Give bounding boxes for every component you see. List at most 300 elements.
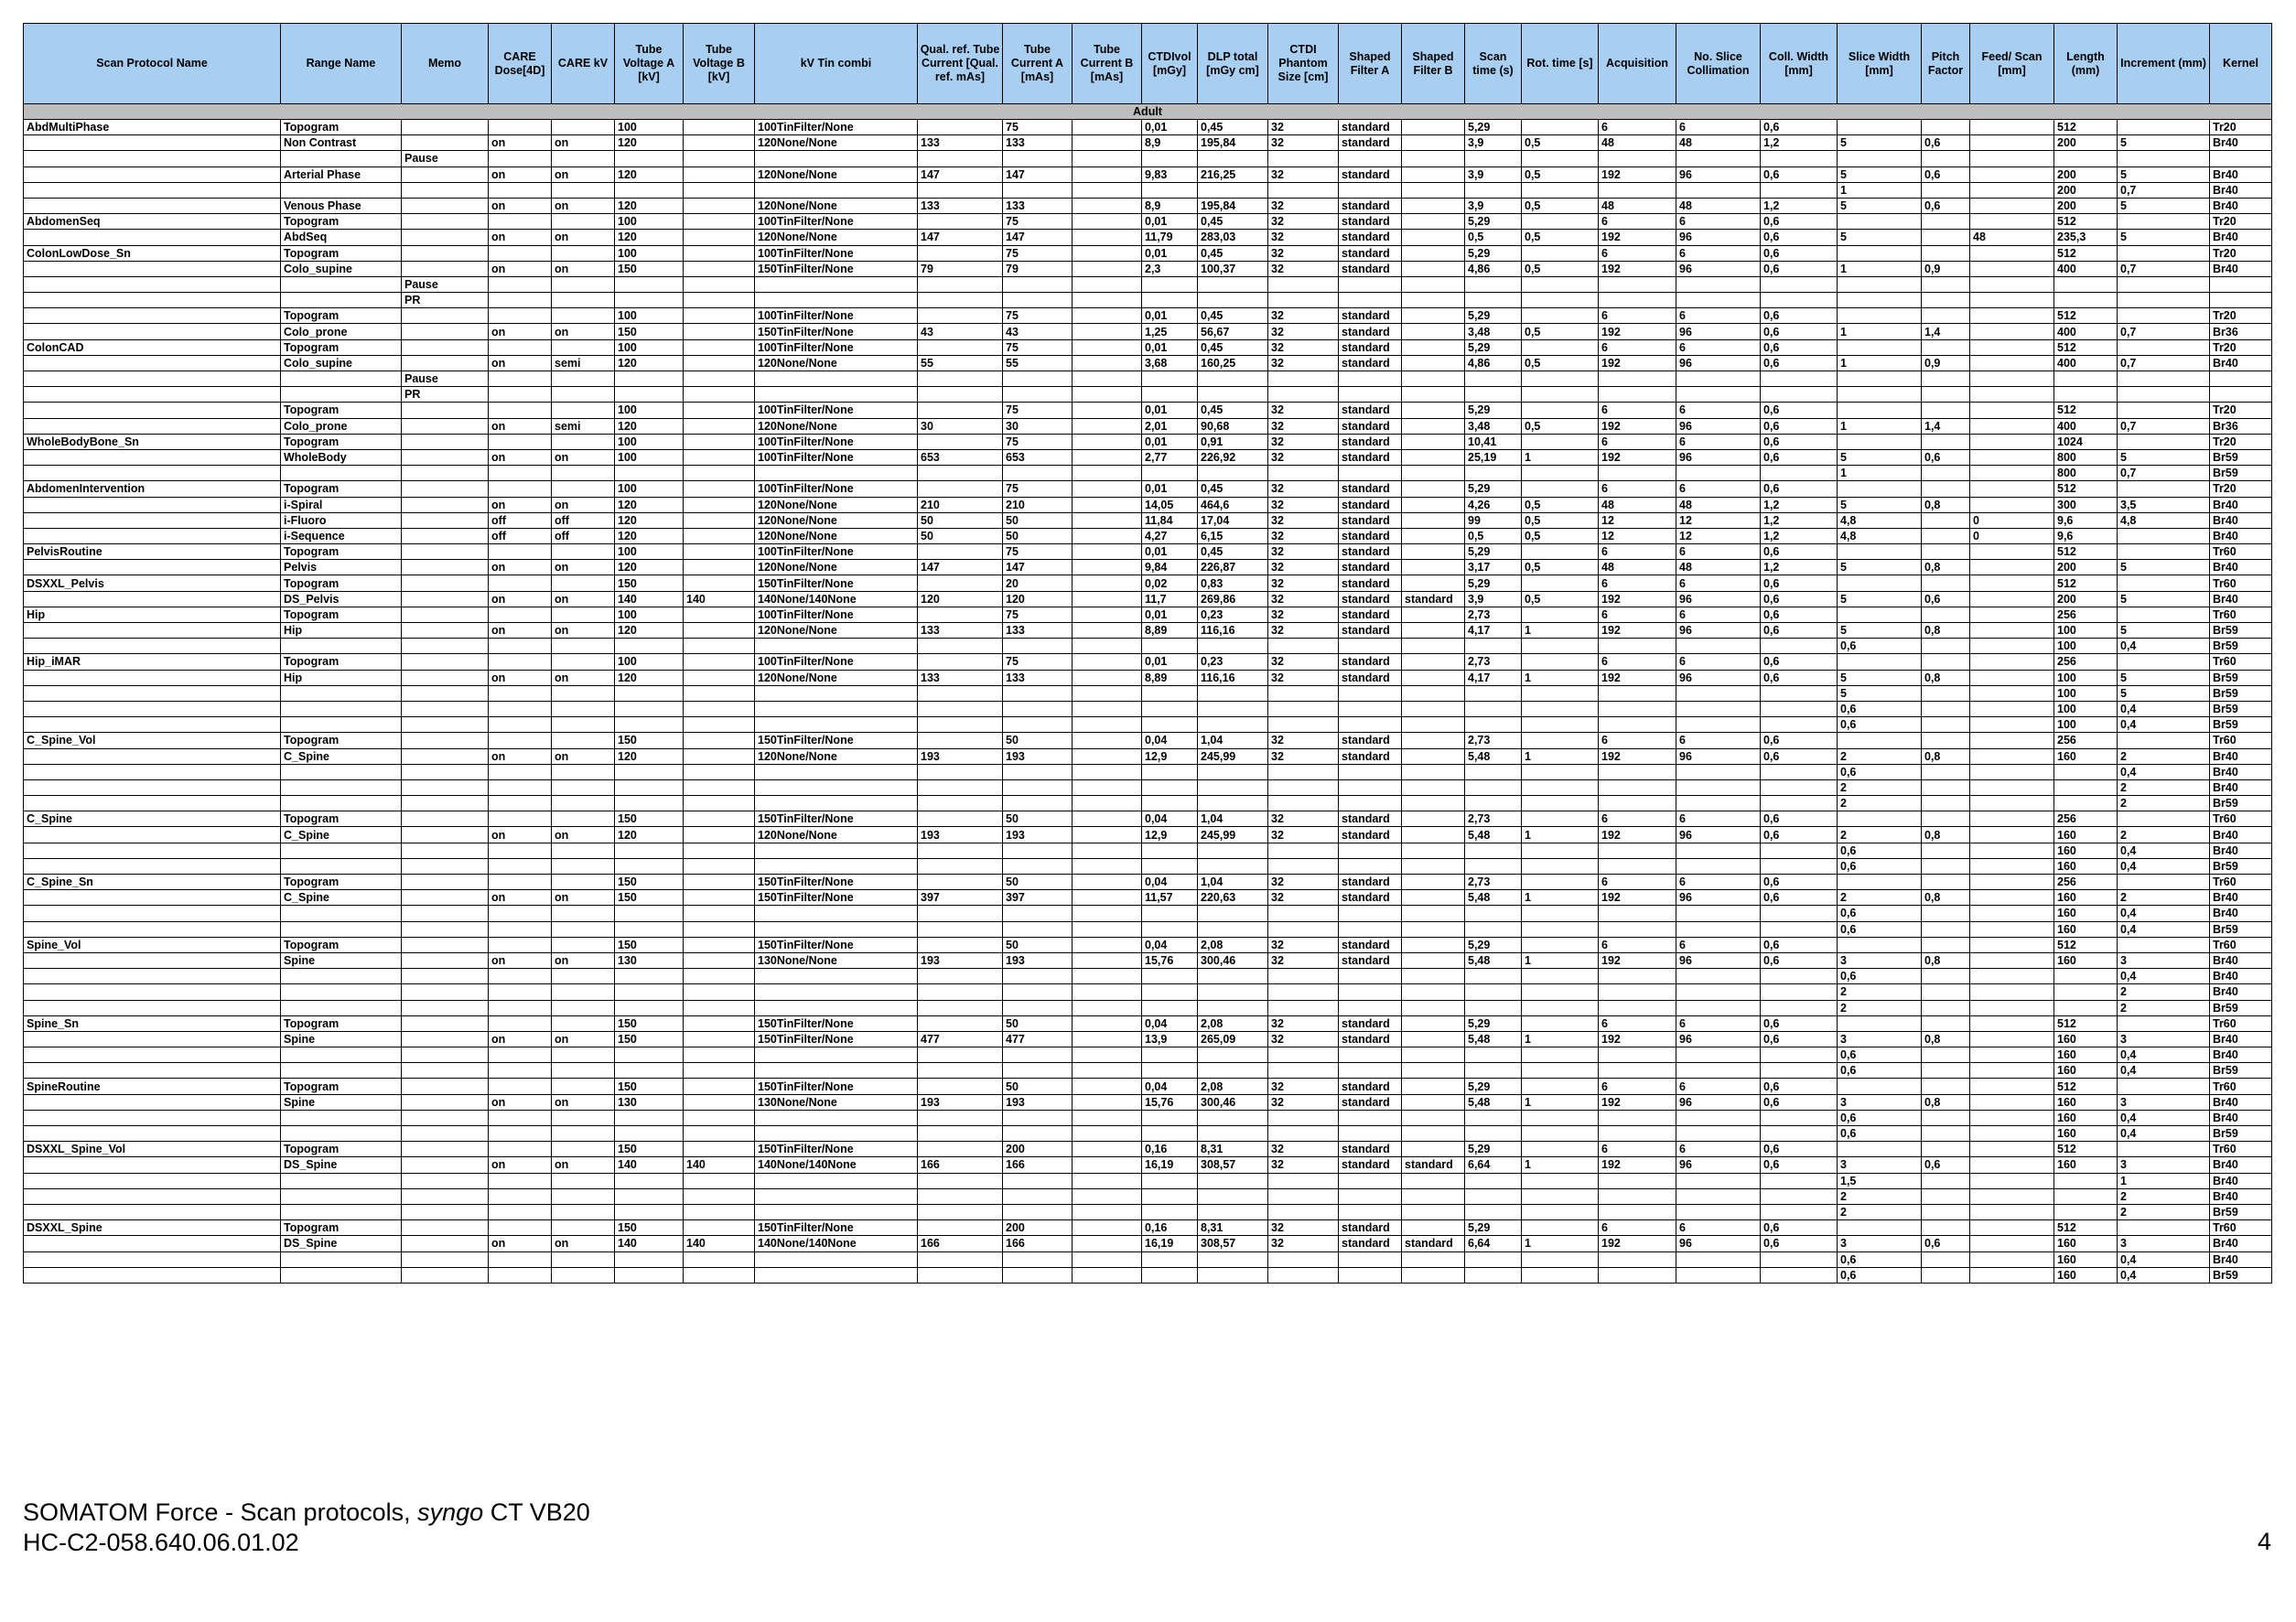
table-cell [1970, 371, 2054, 387]
table-cell: on [552, 952, 615, 968]
table-cell [2054, 371, 2118, 387]
table-cell [402, 497, 489, 512]
table-row [24, 512, 2272, 528]
table-cell [552, 937, 615, 952]
table-cell [1268, 293, 1339, 308]
table-cell: 6,64 [1465, 1236, 1522, 1251]
table-cell: 193 [1003, 952, 1073, 968]
table-cell: 5,29 [1465, 1079, 1522, 1094]
table-cell: 100 [2054, 623, 2118, 639]
table-cell [684, 575, 755, 591]
table-cell [281, 1110, 402, 1125]
table-cell: 133 [1003, 135, 1073, 151]
table-row [24, 906, 2272, 921]
table-cell [1970, 639, 2054, 654]
table-cell: 16,19 [1142, 1236, 1198, 1251]
table-cell: 195,84 [1198, 135, 1268, 151]
table-cell [1198, 1126, 1268, 1142]
table-cell: 0,45 [1198, 308, 1268, 324]
table-row [24, 575, 2272, 591]
column-header: kV Tin combi [755, 24, 918, 104]
table-cell: 0,01 [1142, 245, 1198, 261]
table-cell: 0,01 [1142, 120, 1198, 135]
table-cell [1970, 166, 2054, 182]
table-cell [684, 685, 755, 701]
table-cell [1761, 1000, 1838, 1015]
table-cell: 50 [1003, 811, 1073, 827]
table-cell [1676, 182, 1761, 198]
table-cell [1970, 843, 2054, 858]
table-cell: standard [1339, 245, 1402, 261]
table-cell: 2 [2118, 984, 2210, 1000]
table-cell: 6 [1676, 434, 1761, 449]
table-cell: 226,92 [1198, 449, 1268, 465]
table-cell [1465, 151, 1522, 166]
table-cell [1522, 1204, 1599, 1219]
table-cell [918, 544, 1003, 560]
table-cell: 96 [1676, 748, 1761, 764]
table-cell: off [552, 512, 615, 528]
table-cell [615, 1063, 684, 1079]
table-cell [1073, 261, 1142, 276]
table-cell [24, 560, 281, 575]
table-cell [1970, 1031, 2054, 1047]
table-cell [489, 1063, 552, 1079]
table-cell: 160 [2054, 1110, 2118, 1125]
table-cell: 0,6 [1838, 921, 1922, 937]
table-cell [1599, 639, 1676, 654]
table-cell [1465, 182, 1522, 198]
table-cell: 50 [1003, 1079, 1073, 1094]
table-cell [1142, 1267, 1198, 1283]
table-cell [2118, 654, 2210, 670]
table-cell: 12 [1676, 528, 1761, 543]
table-cell: 2 [1838, 827, 1922, 843]
table-cell: 6 [1676, 245, 1761, 261]
table-cell: 32 [1268, 198, 1339, 213]
table-cell [1599, 858, 1676, 874]
column-header: Kernel [2210, 24, 2272, 104]
table-cell [1339, 1000, 1402, 1015]
table-cell [1522, 308, 1599, 324]
table-cell [1268, 1110, 1339, 1125]
table-cell: 512 [2054, 481, 2118, 497]
table-cell: C_Spine [281, 748, 402, 764]
table-cell: 512 [2054, 1079, 2118, 1094]
table-cell: PR [402, 387, 489, 403]
table-cell [918, 921, 1003, 937]
table-cell [402, 1047, 489, 1063]
table-cell: 0,5 [1522, 591, 1599, 607]
header-row [24, 24, 2272, 104]
table-cell: 3 [1838, 1031, 1922, 1047]
table-cell: 192 [1599, 827, 1676, 843]
table-cell [1761, 1204, 1838, 1219]
table-cell: Br40 [2210, 135, 2272, 151]
table-cell [1198, 779, 1268, 795]
table-cell [1268, 779, 1339, 795]
table-cell: Topogram [281, 654, 402, 670]
table-cell [1142, 779, 1198, 795]
column-header: Tube Current B [mAs] [1073, 24, 1142, 104]
table-cell: 150 [615, 575, 684, 591]
table-cell: Br40 [2210, 1236, 2272, 1251]
table-cell [402, 135, 489, 151]
table-cell [402, 1188, 489, 1204]
table-cell [1522, 858, 1599, 874]
table-cell: standard [1339, 120, 1402, 135]
table-cell [1198, 1204, 1268, 1219]
table-cell [489, 796, 552, 811]
table-cell: Tr60 [2210, 733, 2272, 748]
table-cell: on [552, 623, 615, 639]
table-cell [1838, 481, 1922, 497]
table-cell [1142, 1047, 1198, 1063]
table-row [24, 387, 2272, 403]
table-cell [552, 575, 615, 591]
table-cell: 17,04 [1198, 512, 1268, 528]
table-cell [24, 512, 281, 528]
table-cell [402, 261, 489, 276]
table-cell [615, 984, 684, 1000]
table-cell: 100,37 [1198, 261, 1268, 276]
table-cell [1073, 1047, 1142, 1063]
table-cell [918, 308, 1003, 324]
table-cell [1073, 1000, 1142, 1015]
table-cell [1268, 1126, 1339, 1142]
table-cell [918, 245, 1003, 261]
table-cell: 0,6 [1761, 952, 1838, 968]
table-cell [1198, 371, 1268, 387]
table-cell [1073, 890, 1142, 906]
table-cell: 0,45 [1198, 403, 1268, 418]
table-cell: 160 [2054, 1063, 2118, 1079]
table-cell: 120None/None [755, 670, 918, 685]
table-cell: 0,4 [2118, 858, 2210, 874]
table-cell [755, 969, 918, 984]
table-cell [1003, 387, 1073, 403]
table-cell: 6 [1676, 1142, 1761, 1157]
table-cell [684, 890, 755, 906]
table-cell: 32 [1268, 1015, 1339, 1031]
table-cell [489, 1204, 552, 1219]
table-cell [1198, 151, 1268, 166]
table-cell [24, 151, 281, 166]
table-cell: 193 [1003, 748, 1073, 764]
table-cell: 133 [1003, 670, 1073, 685]
table-cell [1073, 639, 1142, 654]
table-row [24, 339, 2272, 355]
table-cell [1522, 1173, 1599, 1188]
table-cell: 0,5 [1465, 230, 1522, 245]
table-cell [1676, 717, 1761, 733]
table-cell: 2 [1838, 1188, 1922, 1204]
table-cell: 256 [2054, 733, 2118, 748]
table-cell [1073, 1063, 1142, 1079]
table-cell [1003, 639, 1073, 654]
table-cell: 0,6 [1761, 308, 1838, 324]
table-cell: 9,6 [2054, 528, 2118, 543]
table-cell: 100TinFilter/None [755, 654, 918, 670]
table-cell: standard [1339, 449, 1402, 465]
table-cell [1970, 497, 2054, 512]
table-cell [918, 654, 1003, 670]
table-cell [1003, 293, 1073, 308]
table-cell: 5,29 [1465, 575, 1522, 591]
table-cell [2118, 308, 2210, 324]
table-cell: 0,6 [1838, 701, 1922, 716]
table-cell: 5 [2118, 166, 2210, 182]
table-cell [615, 921, 684, 937]
table-cell [1522, 339, 1599, 355]
table-cell [1922, 843, 1970, 858]
table-row [24, 827, 2272, 843]
table-cell [1599, 1047, 1676, 1063]
table-cell [684, 230, 755, 245]
table-cell: Br40 [2210, 355, 2272, 371]
table-cell [281, 764, 402, 779]
table-cell: 133 [918, 135, 1003, 151]
table-cell [1003, 701, 1073, 716]
table-cell [1339, 1251, 1402, 1267]
table-cell: 147 [1003, 230, 1073, 245]
table-cell [2054, 779, 2118, 795]
table-cell [402, 434, 489, 449]
table-cell: 3,48 [1465, 418, 1522, 434]
table-cell [1073, 182, 1142, 198]
table-cell: 133 [918, 670, 1003, 685]
table-cell [1339, 151, 1402, 166]
table-cell [684, 1188, 755, 1204]
table-cell [684, 466, 755, 481]
table-cell [1073, 1079, 1142, 1094]
table-cell: standard [1339, 654, 1402, 670]
table-cell: 32 [1268, 670, 1339, 685]
table-cell: 160 [2054, 858, 2118, 874]
table-cell: 8,9 [1142, 135, 1198, 151]
table-cell [1922, 779, 1970, 795]
table-cell: 160 [2054, 952, 2118, 968]
table-cell: 150TinFilter/None [755, 733, 918, 748]
table-cell [1676, 1251, 1761, 1267]
table-cell: 56,67 [1198, 324, 1268, 339]
table-cell: Topogram [281, 481, 402, 497]
table-cell: standard [1339, 875, 1402, 890]
table-cell: 2,73 [1465, 733, 1522, 748]
table-cell [552, 969, 615, 984]
table-cell [1073, 811, 1142, 827]
table-cell: Topogram [281, 1142, 402, 1157]
table-cell [1003, 984, 1073, 1000]
table-cell: 32 [1268, 937, 1339, 952]
table-cell [755, 1251, 918, 1267]
table-cell [918, 575, 1003, 591]
table-cell: 32 [1268, 135, 1339, 151]
table-cell: 0,6 [1761, 827, 1838, 843]
table-cell: 0,9 [1922, 261, 1970, 276]
table-cell: 5 [1838, 670, 1922, 685]
table-cell [1599, 969, 1676, 984]
table-cell: 4,86 [1465, 261, 1522, 276]
table-cell [755, 1267, 918, 1283]
table-cell: 6 [1676, 1220, 1761, 1236]
table-cell: 5,29 [1465, 214, 1522, 230]
table-cell: 32 [1268, 591, 1339, 607]
table-cell: 160 [2054, 1094, 2118, 1110]
table-cell [1198, 858, 1268, 874]
table-cell [684, 308, 755, 324]
table-cell: 1024 [2054, 434, 2118, 449]
table-cell: 0,8 [1922, 748, 1970, 764]
table-cell [684, 355, 755, 371]
table-cell: 100TinFilter/None [755, 308, 918, 324]
table-cell: 0,6 [1922, 1157, 1970, 1173]
table-cell: 5 [2118, 591, 2210, 607]
table-cell [1838, 875, 1922, 890]
table-cell: 120None/None [755, 528, 918, 543]
table-cell [1465, 921, 1522, 937]
table-cell [552, 984, 615, 1000]
table-cell: 6 [1676, 654, 1761, 670]
table-cell [1838, 1015, 1922, 1031]
table-cell [1142, 151, 1198, 166]
table-cell: Hip [281, 670, 402, 685]
table-cell: standard [1339, 1031, 1402, 1047]
table-cell [684, 214, 755, 230]
table-cell: 120 [1003, 591, 1073, 607]
table-cell: 0,5 [1522, 418, 1599, 434]
table-cell: Topogram [281, 544, 402, 560]
table-cell: 3 [2118, 1157, 2210, 1173]
table-cell [1922, 276, 1970, 292]
table-cell: 75 [1003, 544, 1073, 560]
table-cell [1402, 1267, 1465, 1283]
table-cell [24, 308, 281, 324]
table-cell [1003, 921, 1073, 937]
table-cell [402, 858, 489, 874]
table-cell [489, 182, 552, 198]
table-cell: 133 [918, 198, 1003, 213]
table-cell: 100 [615, 434, 684, 449]
column-header: Increment (mm) [2118, 24, 2210, 104]
table-cell: Colo_supine [281, 261, 402, 276]
table-cell [489, 1000, 552, 1015]
table-cell: 0,6 [1761, 748, 1838, 764]
table-cell [615, 701, 684, 716]
table-cell [2210, 151, 2272, 166]
table-cell [1522, 906, 1599, 921]
table-row [24, 639, 2272, 654]
table-cell: Br40 [2210, 1094, 2272, 1110]
table-cell [281, 906, 402, 921]
table-cell: 5 [2118, 685, 2210, 701]
table-cell: on [552, 497, 615, 512]
table-cell: 6 [1676, 403, 1761, 418]
table-cell [489, 371, 552, 387]
table-cell [1402, 858, 1465, 874]
table-cell: C_Spine [281, 890, 402, 906]
table-cell [1970, 591, 2054, 607]
table-cell: 2 [2118, 779, 2210, 795]
table-cell [1970, 449, 2054, 465]
table-cell [281, 387, 402, 403]
table-cell: Arterial Phase [281, 166, 402, 182]
table-cell [281, 779, 402, 795]
table-cell: 0,8 [1922, 560, 1970, 575]
table-row [24, 324, 2272, 339]
table-cell: 0,45 [1198, 214, 1268, 230]
table-cell: 32 [1268, 733, 1339, 748]
table-cell [1599, 1267, 1676, 1283]
table-cell: 1,2 [1761, 528, 1838, 543]
table-cell: 100 [615, 120, 684, 135]
table-cell: 193 [918, 748, 1003, 764]
table-cell [1339, 685, 1402, 701]
table-cell [1073, 466, 1142, 481]
table-cell [24, 843, 281, 858]
table-cell: Br59 [2210, 717, 2272, 733]
table-cell [1922, 1173, 1970, 1188]
table-cell [1402, 685, 1465, 701]
table-cell [1198, 639, 1268, 654]
table-cell [24, 324, 281, 339]
table-row [24, 403, 2272, 418]
table-cell [24, 984, 281, 1000]
table-cell [1922, 685, 1970, 701]
table-cell [1761, 779, 1838, 795]
table-cell [1599, 1173, 1676, 1188]
table-cell [1970, 135, 2054, 151]
table-cell: 0,6 [1761, 654, 1838, 670]
table-cell [1970, 827, 2054, 843]
table-cell: 2 [1838, 984, 1922, 1000]
table-cell: 3 [1838, 1094, 1922, 1110]
table-cell [1465, 1251, 1522, 1267]
table-cell [918, 481, 1003, 497]
table-cell: 0,6 [1761, 1142, 1838, 1157]
table-cell [1402, 811, 1465, 827]
table-cell: 1,2 [1761, 512, 1838, 528]
table-cell [684, 497, 755, 512]
table-cell: 192 [1599, 1031, 1676, 1047]
table-cell [1761, 1110, 1838, 1125]
table-cell [1402, 1094, 1465, 1110]
table-cell [1761, 1188, 1838, 1204]
table-cell [402, 1251, 489, 1267]
table-cell [1970, 969, 2054, 984]
table-cell [2054, 969, 2118, 984]
table-cell [1073, 214, 1142, 230]
table-cell: 75 [1003, 214, 1073, 230]
table-cell: 99 [1465, 512, 1522, 528]
table-cell: 400 [2054, 418, 2118, 434]
table-cell: standard [1339, 1094, 1402, 1110]
table-cell: standard [1339, 261, 1402, 276]
table-cell [1142, 701, 1198, 716]
table-cell [1073, 1236, 1142, 1251]
table-cell: 6 [1599, 120, 1676, 135]
table-cell: on [552, 560, 615, 575]
table-cell [1522, 403, 1599, 418]
table-cell [1970, 182, 2054, 198]
table-cell: Tr20 [2210, 120, 2272, 135]
table-cell [402, 198, 489, 213]
table-cell [1073, 827, 1142, 843]
table-cell: 5,48 [1465, 827, 1522, 843]
table-cell: 3,17 [1465, 560, 1522, 575]
table-cell: 32 [1268, 512, 1339, 528]
table-cell [918, 875, 1003, 890]
